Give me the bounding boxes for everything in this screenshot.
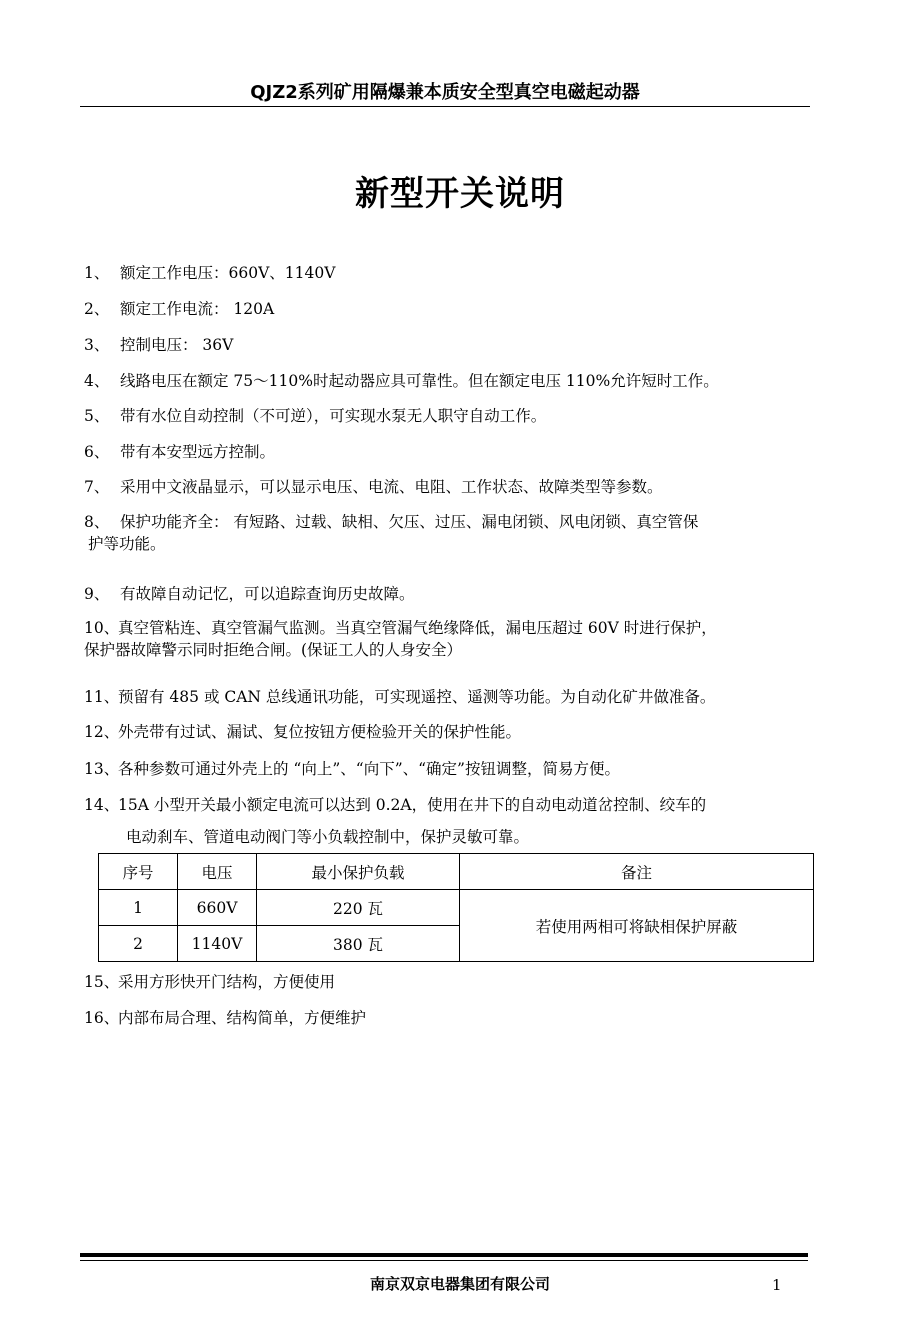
item-text: 采用中文液晶显示，可以显示电压、电流、电阻、工作状态、故障类型等参数。 [120, 478, 663, 496]
footer-rule [80, 1260, 808, 1261]
page-title: 新型开关说明 [355, 174, 565, 214]
table-header-cell: 序号 [99, 854, 178, 890]
item-number: 12、 [84, 723, 120, 741]
parameter-table [98, 853, 814, 962]
list-item [84, 370, 719, 392]
list-item [84, 617, 717, 661]
item-number: 11、 [84, 688, 120, 706]
list-item [84, 583, 415, 605]
table-header-cell: 备注 [460, 854, 814, 890]
table-cell: 2 [99, 926, 178, 962]
footer-company: 南京双京电器集团有限公司 [369, 1275, 550, 1293]
item-text: 预留有 485 或 CAN 总线通讯功能，可实现遥控、遥测等功能。为自动化矿井做准备。 [118, 688, 716, 706]
list-item [84, 758, 620, 780]
list-item [84, 405, 546, 427]
list-item [84, 511, 698, 555]
item-number: 7、 [84, 478, 110, 496]
table-note-cell: 若使用两相可将缺相保护屏蔽 [460, 890, 814, 962]
table-cell: 380 瓦 [257, 926, 460, 962]
item-text: 采用方形快开门结构，方便使用 [118, 973, 336, 991]
item-number: 14、 [84, 796, 120, 814]
item-text: 线路电压在额定 75～110%时起动器应具可靠性。但在额定电压 110%允许短时工作。 [120, 372, 719, 390]
list-item [84, 686, 715, 708]
table-row [99, 890, 814, 926]
list-item [84, 441, 275, 463]
table-header-cell: 电压 [178, 854, 257, 890]
list-item [84, 298, 274, 320]
item-number: 16、 [84, 1009, 120, 1027]
list-item [84, 262, 335, 284]
item-continuation: 护等功能。 [88, 535, 166, 553]
page-number: 1 [772, 1276, 782, 1294]
item-number: 2、 [84, 300, 110, 318]
header-rule [80, 106, 810, 107]
table-header-row [99, 854, 814, 890]
item-continuation: 保护器故障警示同时拒绝合闸。(保证工人的人身安全） [84, 641, 463, 659]
item-text: 有故障自动记忆，可以追踪查询历史故障。 [120, 585, 415, 603]
item-text: 保护功能齐全： 有短路、过载、缺相、欠压、过压、漏电闭锁、风电闭锁、真空管保 [120, 513, 699, 531]
item-text: 15A 小型开关最小额定电流可以达到 0.2A，使用在井下的自动电动道岔控制、绞车的 [118, 796, 707, 814]
item-text: 额定工作电压：660V、1140V [120, 264, 336, 282]
item-number: 4、 [84, 372, 110, 390]
list-item [84, 794, 706, 816]
item-number: 5、 [84, 407, 110, 425]
table-header-cell: 最小保护负载 [257, 854, 460, 890]
item-continuation: 电动刹车、管道电动阀门等小负载控制中，保护灵敏可靠。 [126, 828, 530, 846]
document-header: QJZ2系列矿用隔爆兼本质安全型真空电磁起动器 [250, 82, 640, 103]
footer-rule [80, 1253, 808, 1257]
item-number: 8、 [84, 513, 110, 531]
item-number: 15、 [84, 973, 120, 991]
item-number: 1、 [84, 264, 110, 282]
item-text: 真空管粘连、真空管漏气监测。当真空管漏气绝缘降低，漏电压超过 60V 时进行保护， [118, 619, 717, 637]
table-cell: 1 [99, 890, 178, 926]
item-text: 内部布局合理、结构简单，方便维护 [118, 1009, 367, 1027]
item-number: 9、 [84, 585, 110, 603]
item-text: 各种参数可通过外壳上的 “向上”、“向下”、“确定”按钮调整，简易方便。 [118, 760, 620, 778]
table-cell: 1140V [178, 926, 257, 962]
list-item [84, 476, 663, 498]
item-text: 带有水位自动控制（不可逆），可实现水泵无人职守自动工作。 [120, 407, 547, 425]
item-text: 带有本安型远方控制。 [120, 443, 276, 461]
list-item [84, 971, 335, 993]
item-number: 13、 [84, 760, 120, 778]
item-number: 3、 [84, 336, 110, 354]
table-cell: 660V [178, 890, 257, 926]
item-number: 10、 [84, 619, 120, 637]
item-text: 外壳带有过试、漏试、复位按钮方便检验开关的保护性能。 [118, 723, 522, 741]
item-number: 6、 [84, 443, 110, 461]
item-text: 额定工作电流： 120A [120, 300, 275, 318]
list-item [84, 721, 521, 743]
table-cell: 220 瓦 [257, 890, 460, 926]
item-text: 控制电压： 36V [120, 336, 234, 354]
list-item [84, 334, 233, 356]
list-item [84, 1007, 366, 1029]
